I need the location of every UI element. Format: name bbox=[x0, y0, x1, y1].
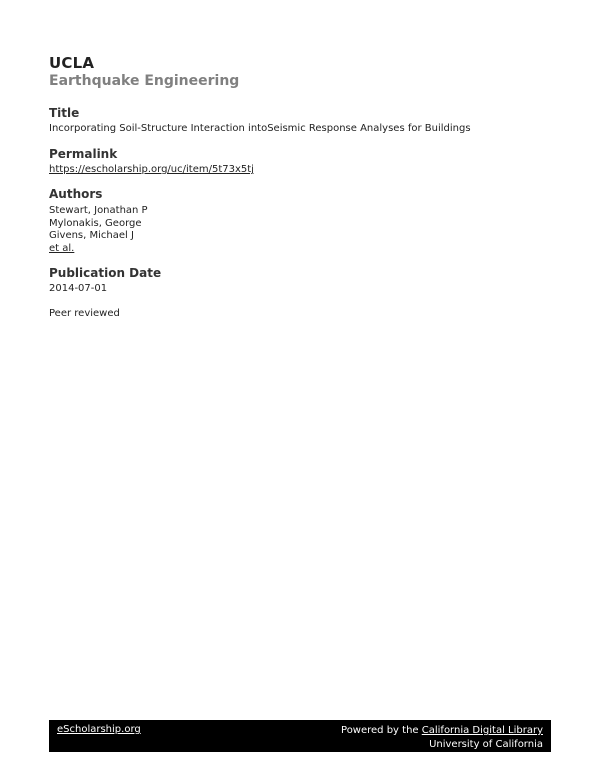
author-name: Givens, Michael J bbox=[49, 230, 134, 241]
et-al-link[interactable]: et al. bbox=[49, 242, 75, 254]
permalink-label: Permalink bbox=[49, 147, 118, 161]
department-name: Earthquake Engineering bbox=[49, 73, 240, 89]
peer-reviewed-status: Peer reviewed bbox=[49, 308, 120, 319]
title-value: Incorporating Soil-Structure Interaction intoSeismic Response Analyses for Buildings bbox=[49, 123, 471, 134]
university-text: University of California bbox=[429, 739, 543, 750]
authors-label: Authors bbox=[49, 187, 103, 201]
author-name: Mylonakis, George bbox=[49, 217, 142, 229]
cdl-link[interactable]: California Digital Library bbox=[421, 725, 543, 736]
publication-date-label: Publication Date bbox=[49, 266, 162, 280]
powered-by-text: Powered by the bbox=[341, 725, 422, 736]
title-label: Title bbox=[49, 106, 80, 120]
permalink-link[interactable]: https://escholarship.org/uc/item/5t73x5tj bbox=[49, 164, 254, 175]
authors-list bbox=[49, 205, 148, 255]
institution-name: UCLA bbox=[49, 54, 95, 72]
footer-credits bbox=[341, 724, 543, 752]
footer-bar bbox=[49, 720, 551, 752]
escholarship-link[interactable]: eScholarship.org bbox=[57, 724, 141, 735]
publication-date-value: 2014-07-01 bbox=[49, 283, 108, 294]
author-name: Stewart, Jonathan P bbox=[49, 205, 148, 216]
